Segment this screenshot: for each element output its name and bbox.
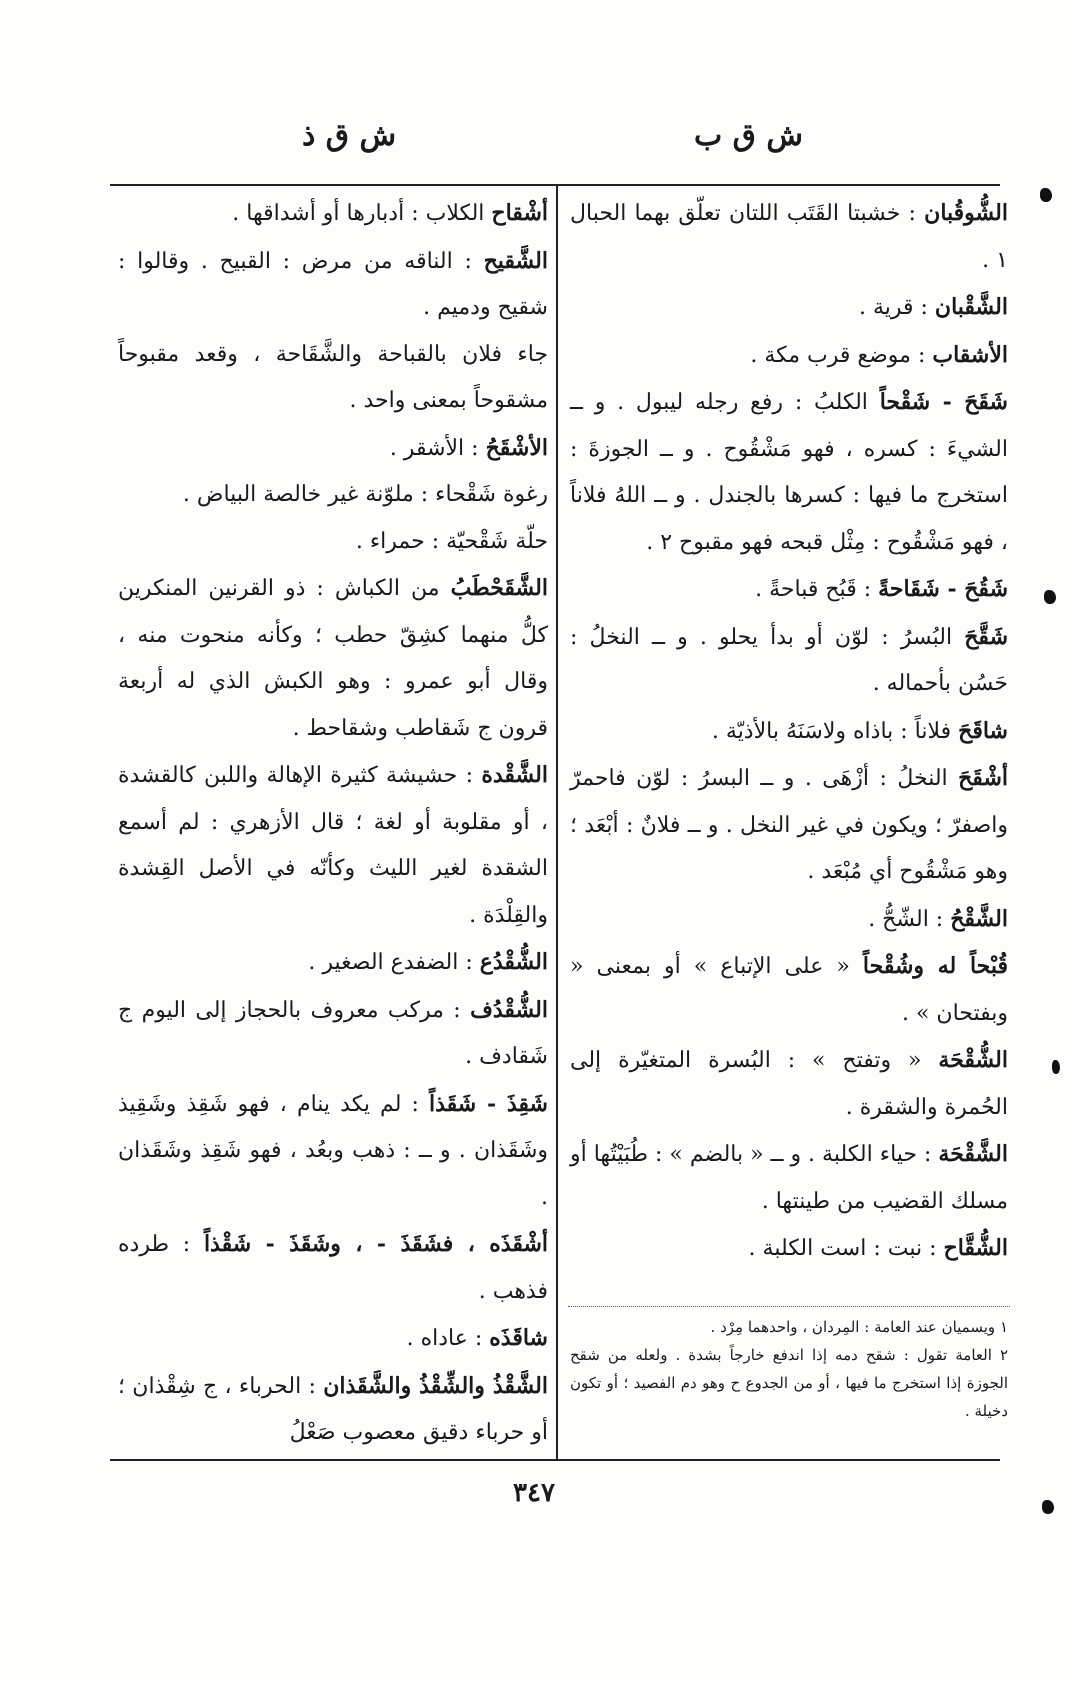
entry-headword: الشُّوقُبان bbox=[924, 200, 1008, 226]
entry-headword: الشَّقَحْطَبُ bbox=[450, 575, 548, 601]
dictionary-entry bbox=[118, 425, 548, 473]
entry-headword: أشْقَحَ bbox=[958, 765, 1008, 791]
entry-definition: : موضع قرب مكة . bbox=[750, 342, 933, 368]
scan-mark bbox=[1042, 1500, 1054, 1514]
entry-headword: أشْقاح bbox=[491, 200, 548, 226]
entry-definition: النخلُ : أزْهَى . و ــ البسرُ : لوّن فاحمرّ واصفرّ ؛ ويكون في غير النخل . و ــ فلانٌ : أبْعَد ؛ وهو مَشْقُوح أي مُبْعَد . bbox=[570, 766, 1008, 884]
entry-definition: : الأشقر . bbox=[389, 435, 486, 461]
entry-headword: شَقَّحَ bbox=[964, 623, 1008, 650]
entry-definition: : قَبُح قباحةً . bbox=[755, 577, 879, 602]
dictionary-entry bbox=[570, 566, 1008, 614]
column-divider bbox=[556, 186, 558, 1459]
dictionary-entry bbox=[118, 752, 548, 939]
dictionary-entry bbox=[118, 472, 548, 519]
page-number: ٣٤٧ bbox=[513, 1478, 555, 1508]
dictionary-entry bbox=[570, 943, 1008, 1037]
entry-headword: الأشقاب bbox=[932, 341, 1008, 368]
entry-headword: قُبْحاً له وشُقْحاً bbox=[862, 953, 1009, 979]
dictionary-entry bbox=[118, 1363, 548, 1457]
entry-headword: الشُّقْدُف bbox=[470, 996, 548, 1023]
entry-headword: الشُّقْدُع bbox=[479, 949, 548, 975]
dictionary-entry bbox=[570, 332, 1008, 380]
entry-headword: شاقَحَ bbox=[958, 717, 1008, 744]
entry-definition: رغوة شَقْحاء : ملوّنة غير خالصة البياض . bbox=[182, 482, 548, 507]
entry-definition: فلاناً : باذاه ولاسَنَهُ بالأذيّة . bbox=[711, 718, 959, 744]
dictionary-entry bbox=[118, 190, 548, 238]
entry-definition: حلّة شَقْحيّة : حمراء . bbox=[355, 528, 548, 554]
entry-definition: : الحرباء ، ج شِقْذان ؛ أو حرباء دقيق معصوب صَعْلُ bbox=[118, 1373, 548, 1445]
entry-headword: الشُّقْحَة bbox=[938, 1047, 1008, 1073]
dictionary-entry bbox=[118, 1221, 548, 1315]
dictionary-entry bbox=[570, 1225, 1008, 1273]
entry-headword: شَقِذَ - شَقَذاً bbox=[429, 1090, 548, 1117]
entry-headword: الشَّقْحُ bbox=[950, 905, 1008, 932]
header-root-left: ش ق ذ bbox=[302, 118, 397, 153]
entry-headword: شاقَذَه bbox=[489, 1325, 548, 1351]
left-column bbox=[118, 190, 548, 1457]
entry-definition: من الكباش : ذو القرنين المنكرين كلُّ منهما كشِقّ حطب ؛ وكأنه منحوت منه ، وقال أبو عمرو : وهو الكبش الذي له أربعة قرون ج شَقاطب وشقاحط . bbox=[118, 576, 548, 741]
footnotes bbox=[570, 1313, 1008, 1425]
entry-definition: البُسرُ : لوّن أو بدأ يحلو . و ــ النخلُ : حَسُن بأحماله . bbox=[570, 624, 1008, 696]
dictionary-entry bbox=[570, 190, 1008, 284]
entry-definition: « وتفتح » : البُسرة المتغيّرة إلى الحُمرة والشقرة . bbox=[570, 1048, 1008, 1120]
dictionary-entry bbox=[570, 755, 1008, 896]
dictionary-entry bbox=[118, 565, 548, 752]
entry-definition: : مركب معروف بالحجاز إلى اليوم ج شَقادف . bbox=[118, 997, 548, 1069]
entry-definition: : قرية . bbox=[858, 295, 935, 320]
entry-definition: : حشيشة كثيرة الإهالة واللبن كالقشدة ، أو مقلوبة أو لغة ؛ قال الأزهري : لم أسمع الشقدة لغير الليث وكأنّه في الأصل القِشدة والقِلْدَة . bbox=[118, 763, 548, 928]
dictionary-entry bbox=[570, 1131, 1008, 1225]
entry-definition: : الضفدع الصغير . bbox=[308, 950, 480, 975]
footnote-rule bbox=[568, 1306, 1010, 1307]
header-root-right: ش ق ب bbox=[693, 118, 803, 153]
dictionary-entry bbox=[118, 332, 548, 425]
scan-mark bbox=[1052, 1060, 1060, 1074]
entry-headword: شَقَحَ - شَقْحاً bbox=[879, 389, 1008, 415]
entry-headword: أشْقَذَه ، فشَقَذَ - ، وشَقَذَ - شَقْذاً bbox=[203, 1231, 548, 1257]
right-column bbox=[570, 190, 1008, 1273]
dictionary-entry bbox=[118, 519, 548, 566]
dictionary-entry bbox=[570, 379, 1008, 566]
dictionary-entry bbox=[570, 896, 1008, 944]
entry-definition: : عاداه . bbox=[406, 1326, 490, 1351]
top-rule bbox=[110, 184, 1000, 186]
dictionary-entry bbox=[118, 987, 548, 1081]
dictionary-entry bbox=[118, 1315, 548, 1363]
entry-headword: الشَّقْبان bbox=[934, 294, 1008, 320]
entry-definition: « على الإتباع » أو بمعنى « وبفتحان » . bbox=[570, 954, 1008, 1026]
entry-definition: الكلاب : أدبارها أو أشداقها . bbox=[232, 201, 492, 226]
dictionary-entry bbox=[118, 238, 548, 332]
dictionary-entry bbox=[570, 284, 1008, 332]
entry-headword: الشَّقْحَة bbox=[938, 1141, 1008, 1167]
entry-headword: الشَّقْذُ والشِّقْذُ والشَّقَذان bbox=[323, 1372, 548, 1399]
entry-definition: : طرده فذهب . bbox=[118, 1232, 548, 1304]
dictionary-entry bbox=[570, 1037, 1008, 1131]
dictionary-entry bbox=[570, 708, 1008, 756]
entry-definition: الكلبُ : رفع رجله ليبول . و ــ الشيءَ : كسره ، فهو مَشْقُوح . و ــ الجوزةَ : استخرج ما فيها : كسرها بالجندل . و ــ اللهُ فلاناً ، فهو مَشْقُوح : مِثْل قبحه فهو مقبوح ٢ . bbox=[570, 390, 1008, 555]
scan-mark bbox=[1044, 590, 1056, 604]
scan-mark bbox=[1040, 188, 1052, 202]
entry-headword: الشُّقَّاح bbox=[943, 1235, 1008, 1261]
dictionary-entry bbox=[118, 1081, 548, 1222]
entry-definition: : حياء الكلبة . و ــ « بالضم » : طُبَيْتُها أو مسلك القضيب من طينتها . bbox=[570, 1142, 1008, 1214]
footnote: ٢ العامة تقول : شقح دمه إذا اندفع خارجاً بشدة . ولعله من شقح الجوزة إذا استخرج ما فيها ، أو من الجدوع ح وهو دم الفصيد ؛ أو تكون دخيلة . bbox=[570, 1346, 1008, 1420]
entry-definition: : الشّحُّ . bbox=[868, 906, 951, 932]
entry-headword: شَقُحَ - شَقَاحةً bbox=[878, 576, 1008, 602]
dictionary-entry bbox=[118, 939, 548, 987]
entry-definition: : الناقه من مرض : القبيح . وقالوا : شقيح ودميم . bbox=[118, 248, 548, 320]
bottom-rule bbox=[110, 1459, 1000, 1461]
entry-definition: جاء فلان بالقباحة والشَّقَاحة ، وقعد مقبوحاً مشقوحاً بمعنى واحد . bbox=[118, 341, 548, 413]
footnote: ١ ويسميان عند العامة : المِردان ، واحدهما مِرْد . bbox=[710, 1318, 1008, 1336]
entry-headword: الأشْقَحُ bbox=[485, 434, 548, 461]
entry-headword: الشَّقْدة bbox=[481, 762, 548, 788]
dictionary-entry bbox=[570, 614, 1008, 708]
entry-definition: : نبت : است الكلبة . bbox=[748, 1236, 944, 1261]
entry-definition: : خشبتا القَتَب اللتان تعلّق بهما الحبال ١ . bbox=[570, 201, 1008, 273]
entry-definition: : لم يكد ينام ، فهو شَقِذ وشَقِيذ وشَقَذان . و ــ : ذهب وبعُد ، فهو شَقِذ وشَقَذان . bbox=[118, 1091, 548, 1210]
entry-headword: الشَّقيح bbox=[483, 247, 548, 274]
